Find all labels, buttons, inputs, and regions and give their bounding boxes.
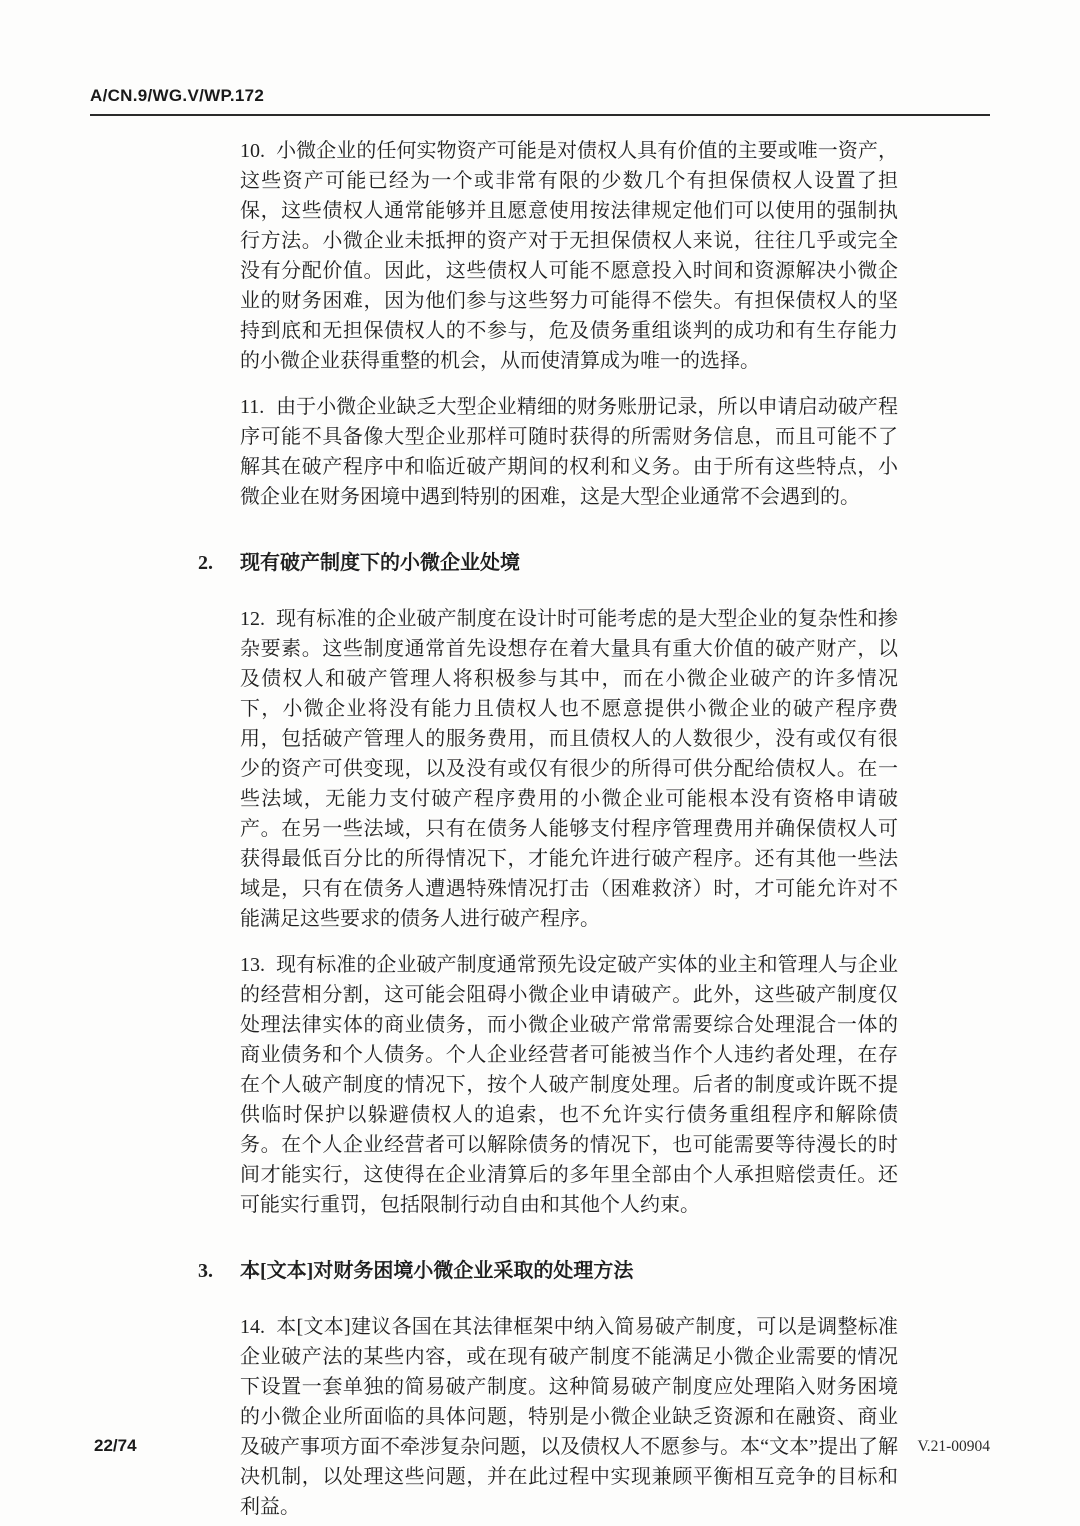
paragraph-10	[240, 136, 898, 376]
section-heading-3	[198, 1256, 898, 1286]
paragraph-number: 10.	[240, 140, 265, 162]
footer-page-number: 22/74	[94, 1436, 137, 1455]
document-symbol: A/CN.9/WG.V/WP.172	[90, 86, 265, 105]
paragraph-text: 现有标准的企业破产制度在设计时可能考虑的是大型企业的复杂性和掺杂要素。这些制度通常首先设想存在着大量具有重大价值的破产财产，以及债权人和破产管理人将积极参与其中，而在小微企业破产的许多情况下，小微企业将没有能力且债权人也不愿意提供小微企业的破产程序费用，包括破产管理人的服务费用，而且债权人的人数很少，没有或仅有很少的资产可供变现，以及没有或仅有很少的所得可供分配给债权人。在一些法域，无能力支付破产程序费用的小微企业可能根本没有资格申请破产。在另一些法域，只有在债务人能够支付程序管理费用并确保债权人可获得最低百分比的所得情况下，才能允许进行破产程序。还有其他一些法域是，只有在债务人遭遇特殊情况打击（困难救济）时，才可能允许对不能满足这些要求的债务人进行破产程序。	[240, 608, 898, 930]
paragraph-12	[240, 604, 898, 934]
paragraph-text: 小微企业的任何实物资产可能是对债权人具有价值的主要或唯一资产，这些资产可能已经为一个或非常有限的少数几个有担保债权人设置了担保，这些债权人通常能够并且愿意使用按法律规定他们可以使用的强制执行方法。小微企业未抵押的资产对于无担保债权人来说，往往几乎或完全没有分配价值。因此，这些债权人可能不愿意投入时间和资源解决小微企业的财务困难，因为他们参与这些努力可能得不偿失。有担保债权人的坚持到底和无担保债权人的不参与，危及债务重组谈判的成功和有生存能力的小微企业获得重整的机会，从而使清算成为唯一的选择。	[240, 140, 898, 372]
header-rule	[90, 114, 990, 116]
section-heading-2	[198, 548, 898, 578]
paragraph-number: 13.	[240, 954, 265, 976]
heading-title: 本[文本]对财务困境小微企业采取的处理方法	[240, 1260, 634, 1282]
paragraph-number: 12.	[240, 608, 265, 630]
paragraph-number: 11.	[240, 396, 265, 418]
paragraph-number: 14.	[240, 1316, 265, 1338]
heading-title: 现有破产制度下的小微企业处境	[240, 552, 520, 574]
footer-document-code: V.21-00904	[917, 1438, 990, 1455]
paragraph-text: 由于小微企业缺乏大型企业精细的财务账册记录，所以申请启动破产程序可能不具备像大型企业那样可随时获得的所需财务信息，而且可能不了解其在破产程序中和临近破产期间的权利和义务。由于所有这些特点，小微企业在财务困境中遇到特别的困难，这是大型企业通常不会遇到的。	[240, 396, 898, 508]
heading-number: 3.	[198, 1260, 213, 1282]
paragraph-text: 现有标准的企业破产制度通常预先设定破产实体的业主和管理人与企业的经营相分割，这可能会阻碍小微企业申请破产。此外，这些破产制度仅处理法律实体的商业债务，而小微企业破产常常需要综合处理混合一体的商业债务和个人债务。个人企业经营者可能被当作个人违约者处理，在存在个人破产制度的情况下，按个人破产制度处理。后者的制度或许既不提供临时保护以躲避债权人的追索，也不允许实行债务重组程序和解除债务。在个人企业经营者可以解除债务的情况下，也可能需要等待漫长的时间才能实行，这使得在企业清算后的多年里全部由个人承担赔偿责任。还可能实行重罚，包括限制行动自由和其他个人约束。	[240, 954, 898, 1216]
document-body	[198, 136, 898, 1526]
paragraph-11	[240, 392, 898, 512]
paragraph-13	[240, 950, 898, 1220]
paragraph-14	[240, 1312, 898, 1522]
paragraph-text: 本[文本]建议各国在其法律框架中纳入简易破产制度，可以是调整标准企业破产法的某些内容，或在现有破产制度不能满足小微企业需要的情况下设置一套单独的简易破产制度。这种简易破产制度应处理陷入财务困境的小微企业所面临的具体问题，特别是小微企业缺乏资源和在融资、商业及破产事项方面不牵涉复杂问题，以及债权人不愿参与。本“文本”提出了解决机制，以处理这些问题，并在此过程中实现兼顾平衡相互竞争的目标和利益。	[240, 1316, 898, 1518]
heading-number: 2.	[198, 552, 213, 574]
